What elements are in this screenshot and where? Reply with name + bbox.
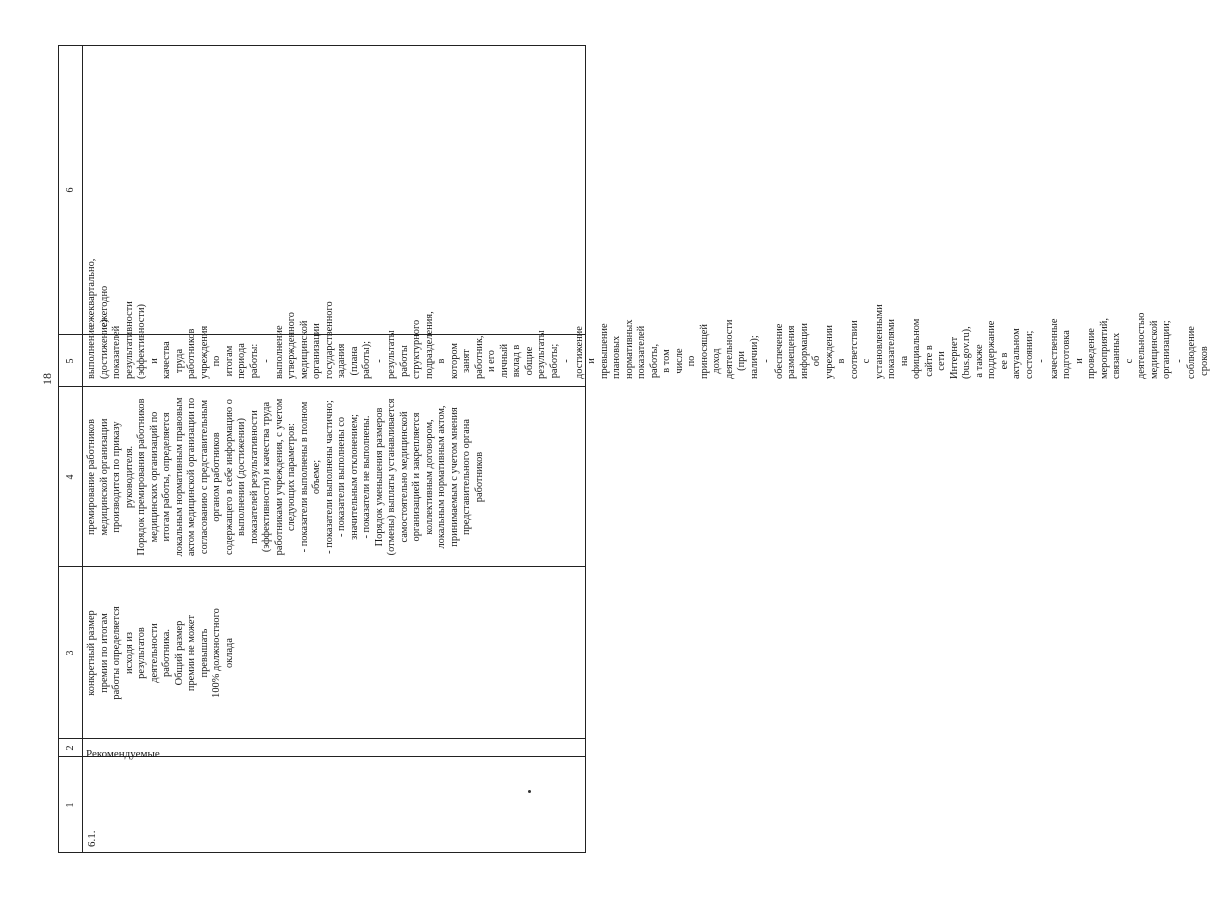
col5-line: результаты работы; xyxy=(536,330,560,379)
col5-line: медицинской организации xyxy=(298,320,322,379)
col5-line: - обеспечение размещения xyxy=(761,323,797,379)
col4-line: премирование работников xyxy=(86,418,97,536)
col5-line: числе по приносящей доход xyxy=(673,324,722,379)
col4-line: - показатели выполнены в полном xyxy=(298,401,310,553)
col4-line: локальным нормативным актом, xyxy=(436,405,447,549)
table-row xyxy=(82,45,1210,853)
col5-line: на официальном сайте в сети xyxy=(898,318,947,379)
col4-line: работниками учреждения, с учетом xyxy=(273,398,285,556)
column-number-3: 3 xyxy=(64,650,76,656)
col4-line: (эффективности) и качества труда xyxy=(261,401,272,553)
col4-line: - показатели выполнены частично; xyxy=(323,400,335,554)
col5-line: медицинской организации; xyxy=(1148,320,1172,379)
col3-line: Общий размер xyxy=(173,620,185,686)
col4-line: выполнении (достижении) xyxy=(236,418,247,536)
col4-line: - показатели выполнены со xyxy=(336,416,347,538)
col4-line: - показатели не выполнены. xyxy=(361,415,372,539)
col5-line: по итогам периода работы: xyxy=(211,343,260,379)
col5-line: показателей результативности xyxy=(111,301,135,379)
col5-line: поддержание ее в актуальном xyxy=(986,320,1022,379)
stray-dot xyxy=(528,790,531,793)
col3-line: работника. xyxy=(161,629,172,677)
col5-line: выполнение (достижение) xyxy=(86,319,110,379)
col5-line: плановых нормативных xyxy=(611,319,635,379)
col4-line: производится по приказу xyxy=(111,421,122,533)
col5-line: связанных с деятельностью xyxy=(1111,312,1147,379)
col5-line: информации об учреждении в xyxy=(798,323,847,379)
col3-line: 100% должностного xyxy=(211,608,222,698)
column-number-1: 1 xyxy=(64,802,76,808)
col5-line: структурного подразделения, в xyxy=(411,311,447,379)
col4-line: Порядок премирования работников xyxy=(136,398,147,556)
col5-line: - результаты работы xyxy=(373,330,410,379)
col4-line: (отмены) выплаты устанавливается xyxy=(386,398,397,556)
col4-line: локальным нормативным правовым xyxy=(173,397,185,557)
col5-line: показателей работы, в том xyxy=(636,325,672,379)
column-number-5: 5 xyxy=(64,358,76,364)
col5-line: проведение мероприятий, xyxy=(1086,318,1110,379)
recommendation-cell xyxy=(82,739,586,760)
page-number: 18 xyxy=(40,373,54,385)
col4-line: показателей результативности xyxy=(248,410,260,544)
col3-line: премии по итогам xyxy=(98,613,110,693)
col4-line: медицинской организации xyxy=(98,418,110,536)
col3-line: превышать xyxy=(198,628,210,678)
column-number-2: 2 xyxy=(64,745,76,751)
column-number-6: 6 xyxy=(64,187,76,193)
col5-line: государственного задания xyxy=(323,301,347,379)
bonus-size-cell xyxy=(82,567,586,739)
col5-line: - выполнение утвержденного xyxy=(261,312,297,379)
col5-line: Интернет (bus.gov.ru), а также xyxy=(948,326,985,379)
col4-line: организацией и закрепляется xyxy=(411,412,422,542)
col3-line: деятельности xyxy=(148,623,160,683)
col6-line: ежеквартально, xyxy=(86,258,97,327)
column-number-4: 4 xyxy=(64,474,76,480)
col5-line: - качественные подготовка и xyxy=(1036,318,1085,379)
col4-line: итогам работы, определяется xyxy=(161,412,172,542)
col5-line: состоянии; xyxy=(1023,330,1035,379)
col6-line: ежегодно xyxy=(98,285,110,327)
col5-line: соответствии с xyxy=(848,320,872,379)
col5-line: - достижение и превышение xyxy=(561,323,610,379)
col4-line: медицинских организаций по xyxy=(148,411,160,543)
row-number-cell xyxy=(82,757,586,853)
col4-line: принимаемым с учетом мнения xyxy=(448,407,460,547)
criteria-table xyxy=(58,45,1210,853)
col5-line: установленными показателями xyxy=(873,304,897,379)
col3-line: исходя из xyxy=(123,631,135,675)
bonus-procedure-cell xyxy=(82,387,586,567)
col3-line: работы определяется xyxy=(111,606,122,700)
col4-line: коллективным договором, xyxy=(423,419,435,535)
col4-line: самостоятельно медицинской xyxy=(398,411,410,543)
col4-line: объеме; xyxy=(311,459,322,495)
col5-line: (эффективности) и качества xyxy=(136,304,172,379)
col5-line: (плана работы); xyxy=(348,340,372,379)
col5-line: труда работников учреждения xyxy=(173,325,210,379)
recommendation-label: Рекомендуемые xyxy=(86,748,160,760)
col3-line: результатов xyxy=(136,627,147,679)
periodicity-cell xyxy=(82,45,586,335)
col4-line: значительным отклонением; xyxy=(348,414,360,540)
col4-line: работников xyxy=(473,451,485,503)
col3-line: конкретный размер xyxy=(86,610,97,696)
col5-line: деятельности (при наличии); xyxy=(723,319,760,379)
col3-line: оклада xyxy=(223,638,235,668)
col4-line: следующих параметров: xyxy=(286,423,297,531)
col4-line: представительного органа xyxy=(461,419,472,535)
col4-line: органом работников xyxy=(211,432,222,522)
col5-line: личный вклад в общие xyxy=(498,343,535,379)
col4-line: руководителя. xyxy=(123,445,135,509)
col5-line: - соблюдение сроков xyxy=(1173,326,1210,379)
row-number: 6.1. xyxy=(86,830,98,847)
col4-line: содержащего в себе информацию о xyxy=(223,399,235,555)
col5-line: котором занят работник, и его xyxy=(448,335,497,379)
col3-line: премии не может xyxy=(186,614,197,692)
col4-line: Порядок уменьшения размеров xyxy=(373,407,385,547)
col4-line: актом медицинской организации по xyxy=(186,397,197,557)
col4-line: согласованию с представительным xyxy=(198,399,210,555)
